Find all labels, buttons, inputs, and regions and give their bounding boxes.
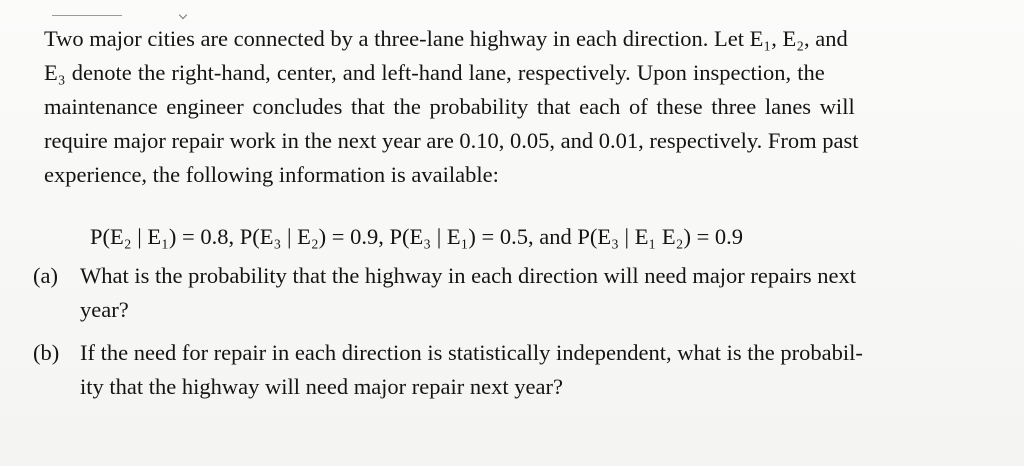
conditional-probabilities-formula: P(E₂ | E₁) = 0.8, P(E₃ | E₂) = 0.9, P(E₃ | E₁) = 0.5, and P(E₃ | E₁ E₂) = 0.9: [90, 224, 744, 249]
problem-line-1: Two major cities are connected by a three-lane highway in each direction. Let E₁, E₂, and: [44, 26, 848, 51]
problem-line-2: E₃ denote the right-hand, center, and left-hand lane, respectively. Upon inspection, the: [44, 60, 825, 85]
part-a-line-1: What is the probability that the highway in each direction will need major repairs next: [80, 263, 857, 288]
cropped-previous-line: [52, 6, 202, 20]
part-b-line-2: ity that the highway will need major repair next year?: [80, 374, 563, 399]
problem-line-3: maintenance engineer concludes that the probability that each of these three lanes will: [44, 94, 855, 119]
problem-line-5: experience, the following information is available:: [44, 162, 499, 187]
part-b-line-1: If the need for repair in each direction is statistically independent, what is the probabil-: [80, 340, 863, 365]
cropped-text-fragment: [52, 15, 122, 16]
cropped-glyph-fragment: [179, 11, 187, 19]
part-b-label: (b): [33, 340, 60, 365]
problem-line-4: require major repair work in the next year are 0.10, 0.05, and 0.01, respectively. From past: [44, 128, 859, 153]
part-a-line-2: year?: [80, 297, 129, 322]
part-a-label: (a): [33, 263, 58, 288]
